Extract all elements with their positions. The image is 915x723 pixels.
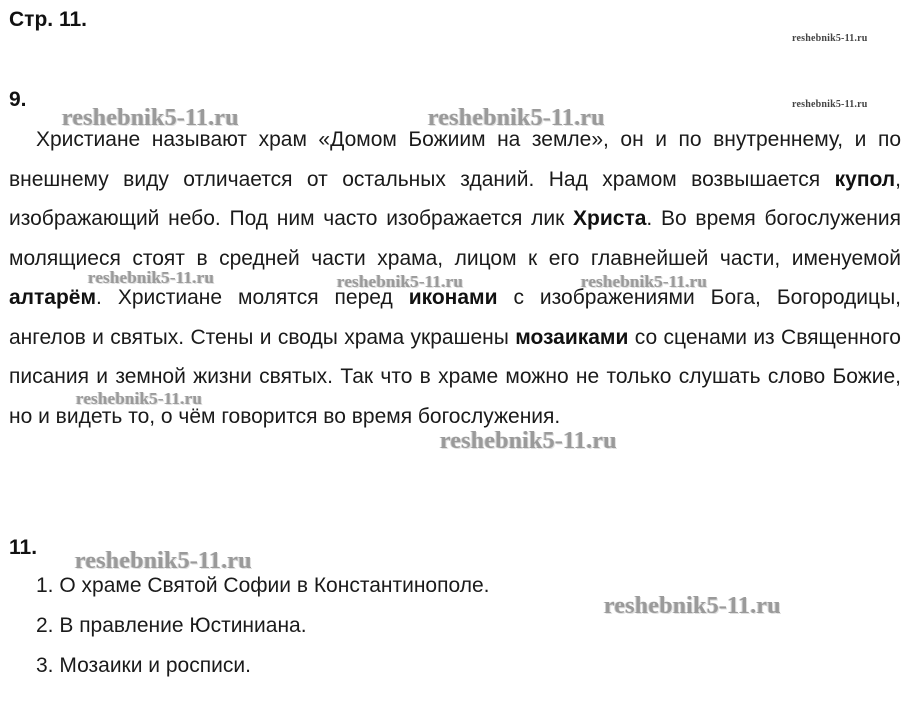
task11-answer-list xyxy=(36,566,489,686)
list-item: 2. В правление Юстиниана. xyxy=(36,614,307,637)
paragraph-text: , изображающий небо. Под ним часто изображается лик xyxy=(9,167,901,230)
task9-answer-paragraph xyxy=(9,120,901,436)
watermark: reshebnik5-11.ru xyxy=(88,268,215,287)
watermark: reshebnik5-11.ru xyxy=(62,105,239,131)
watermark: reshebnik5-11.ru xyxy=(440,428,617,454)
key-term: мозаиками xyxy=(515,325,629,349)
paragraph-text: Христиане называют храм «Домом Божиим на земле», он и по внутреннему, и по внешнему виду отличается от остальных зданий. Над храмом возвышается xyxy=(9,128,901,191)
watermark: reshebnik5-11.ru xyxy=(792,99,868,110)
watermark: reshebnik5-11.ru xyxy=(337,272,464,291)
watermark: reshebnik5-11.ru xyxy=(76,389,203,408)
watermark: reshebnik5-11.ru xyxy=(75,548,252,574)
paragraph-text: . Христиане молятся перед xyxy=(96,286,409,309)
paragraph-text: с изображениями Бога, Богородицы, ангелов и святых. Стены и своды храма украшены xyxy=(9,286,901,349)
page-title: Стр. 11. xyxy=(9,8,87,31)
list-item: 3. Мозаики и росписи. xyxy=(36,654,251,677)
key-term: Христа xyxy=(573,207,647,230)
list-item: 1. О храме Святой Софии в Константинополе. xyxy=(36,574,490,597)
paragraph-text: . Во время богослужения молящиеся стоят в средней части храма, лицом к его главнейшей части, именуемой xyxy=(9,207,901,270)
watermark: reshebnik5-11.ru xyxy=(428,105,605,131)
watermark: reshebnik5-11.ru xyxy=(604,593,781,619)
watermark: reshebnik5-11.ru xyxy=(581,272,708,291)
key-term: иконами xyxy=(408,286,498,309)
key-term: алтарём xyxy=(9,286,97,309)
paragraph-text: со сценами из Священного писания и земной жизни святых. Так что в храме можно не только слушать слово Божие, но и видеть то, о чём говорится во время богослужения. xyxy=(9,325,901,428)
task-number-11: 11. xyxy=(9,536,38,559)
task-number-9: 9. xyxy=(9,88,27,111)
watermark: reshebnik5-11.ru xyxy=(792,33,868,44)
key-term: купол xyxy=(834,167,896,191)
